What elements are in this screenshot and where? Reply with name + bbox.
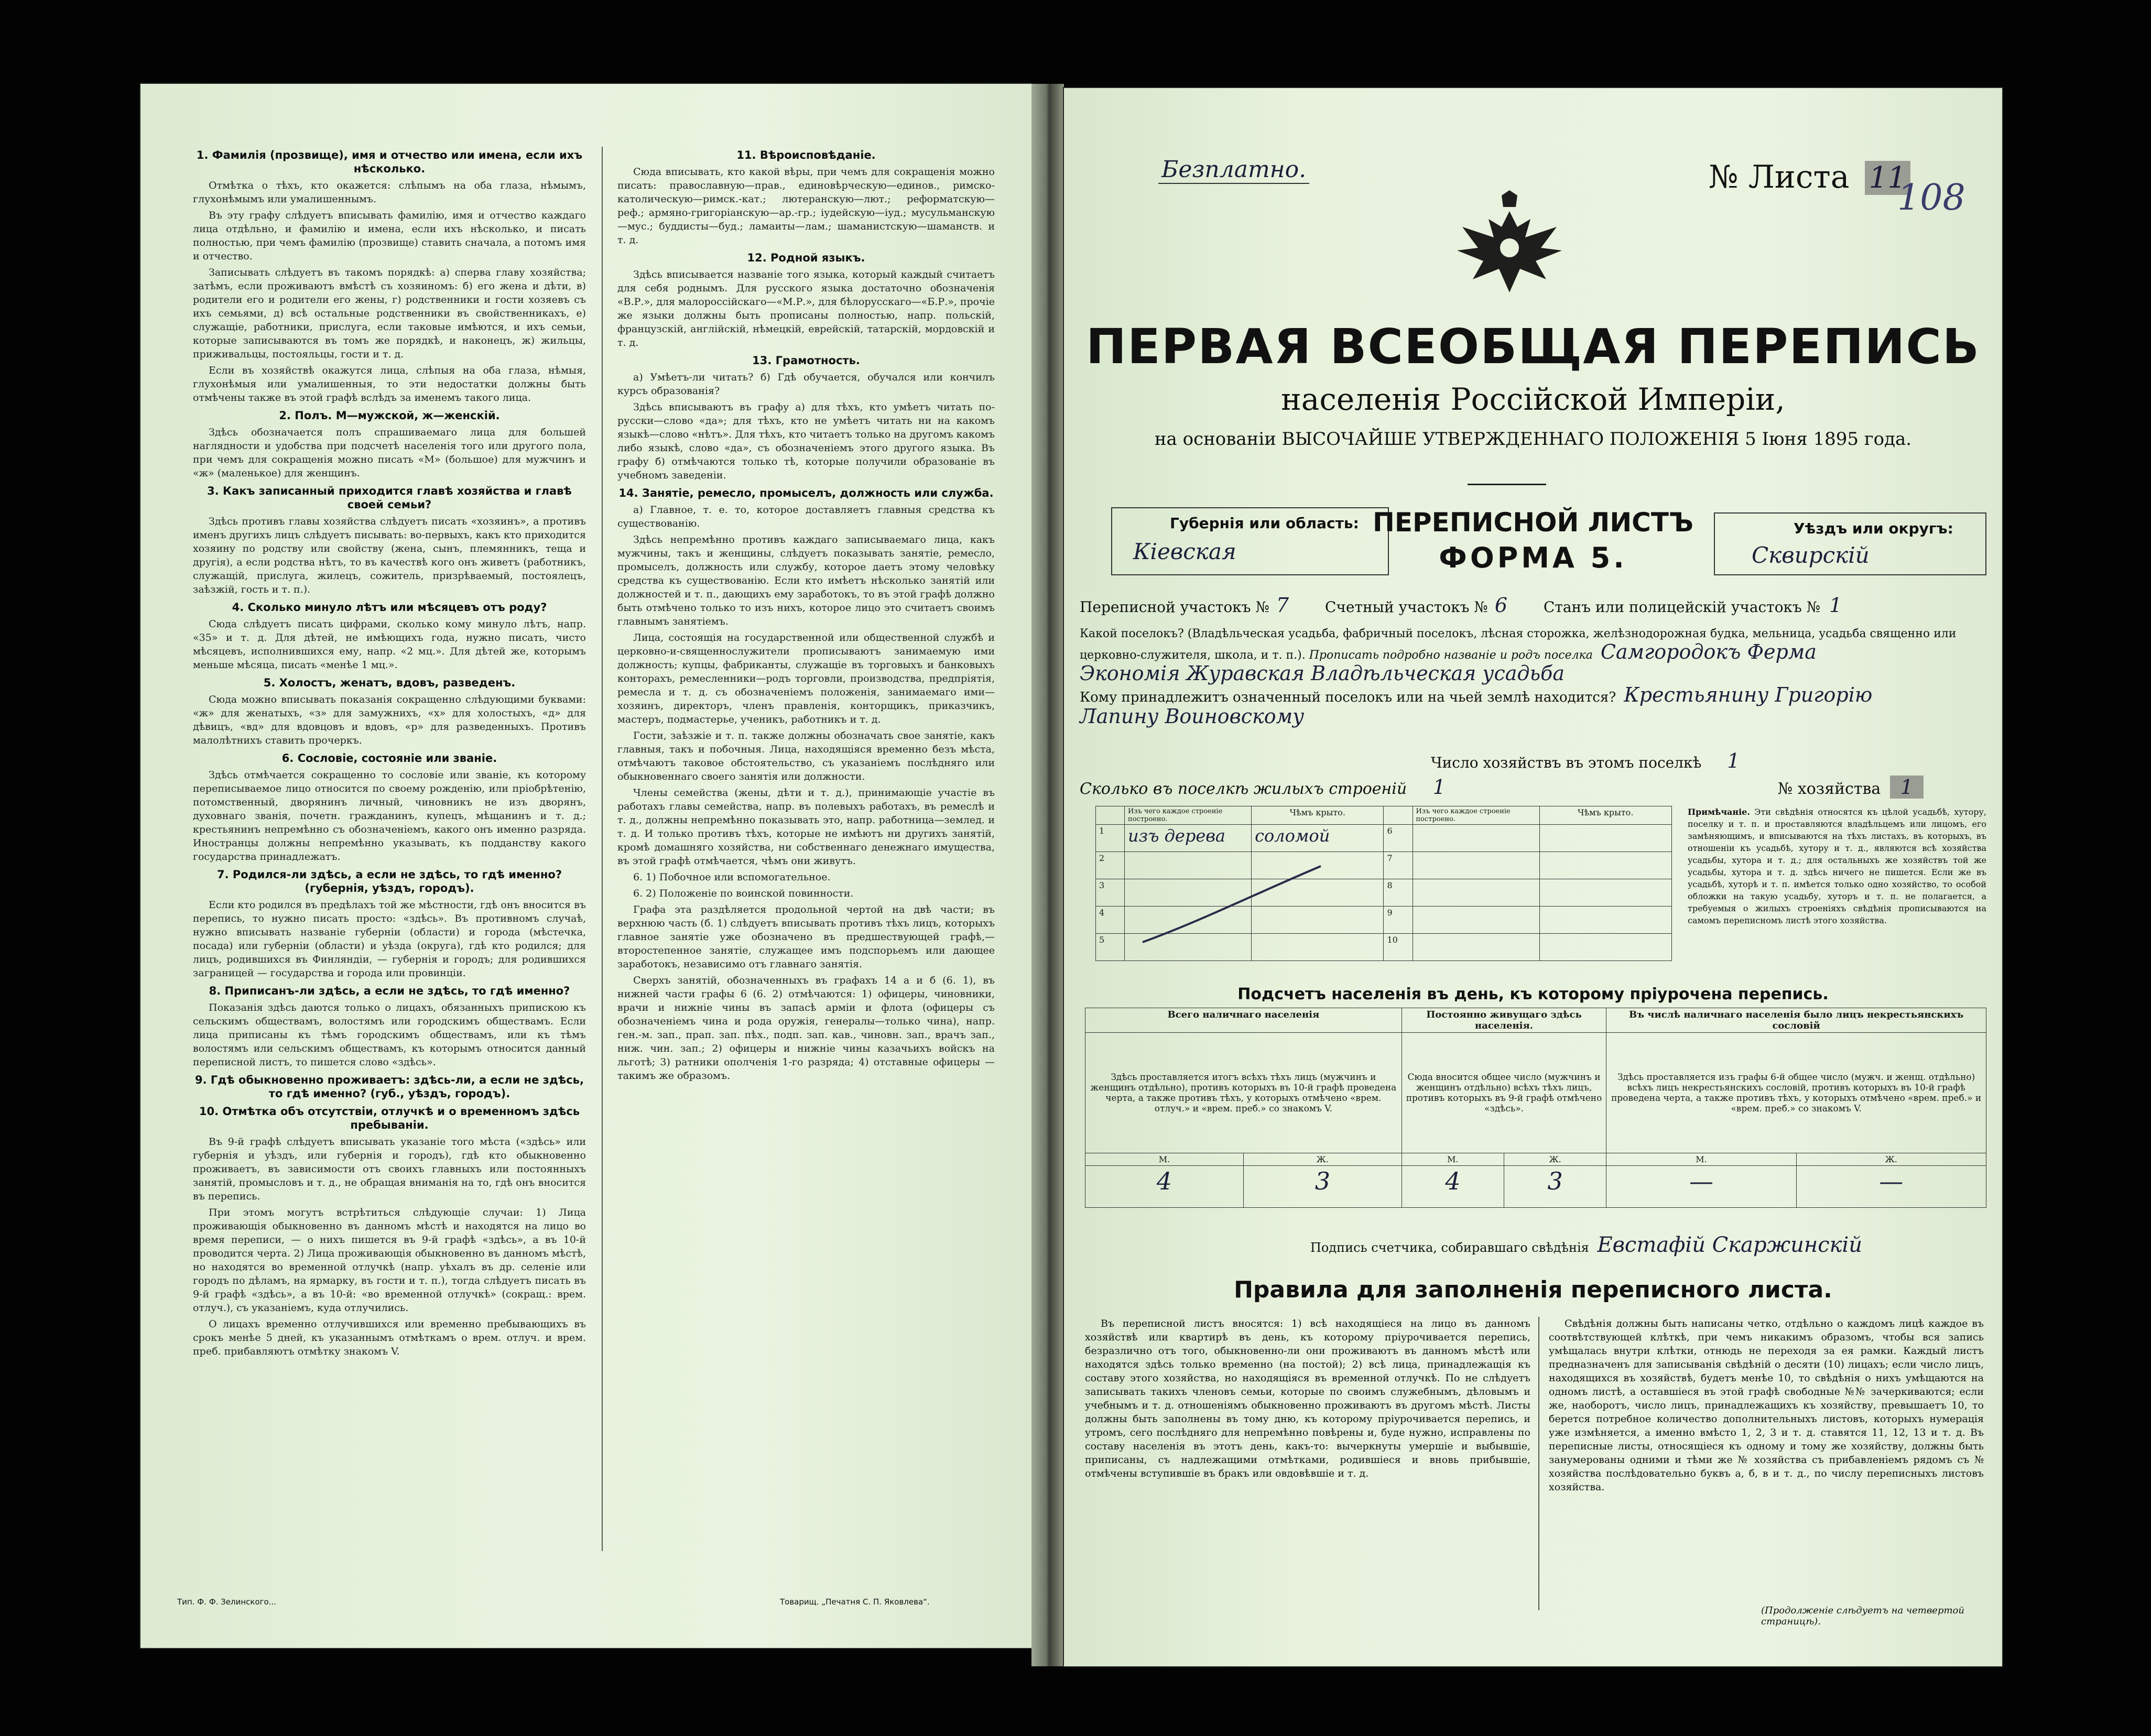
noncrestyan-male: — [1606,1166,1796,1208]
guberniya-box [1111,507,1389,575]
instruction-paragraph: Здѣсь вписывается названіе того языка, который каждый считаетъ для себя роднымъ. Для русского языка достаточно обозначенія «В.Р.», для малороссійскаго—«М.Р.», для бѣлорусскаго—«Б.Р.», прочіе же языки должны быть прописаны полностью, напр. польскій, французскій, англійскій, нѣмецкій, еврейскій, татарскій, мордовскій и т. д. [617,269,995,348]
instruction-heading: 2. Полъ. М—мужской, ж—женскій. [279,409,500,422]
schet-value: 6 [1494,594,1508,617]
uchastok-line [1080,594,1842,617]
instruction-paragraph: Гости, заѣзжіе и т. п. также должны обозначать свое занятіе, какъ главныя, такъ и побочныя. Лица, находящіяся временно безъ мѣста, отмѣчаютъ таковое обстоятельство, съ указаніемъ послѣдняго или обыкновеннаго своего занятія или должности. [617,730,995,782]
hoz-value: 1 [1727,749,1740,772]
sheet-number-label [1709,159,1910,195]
guberniya-value: Кіевская [1133,539,1236,564]
instruction-paragraph: Записывать слѣдуетъ въ такомъ порядкѣ: а) сперва главу хозяйства; затѣмъ, если проживаютъ вмѣстѣ съ хозяиномъ: б) его жена и дѣти, в) родители его и родители его жены, г) родственники и гости хозяевъ съ ихъ семьями, д) всѣ остальные родственники въ свойственникахъ, е) служащіе, работники, прислуга, если таковые имѣются, и ихъ семьи, которые записываются въ томъ же порядкѣ, и наконецъ, ж) жильцы, приживальцы, постояльцы, гости и т. д. [193,267,586,360]
build-roof-1: соломой [1252,825,1384,852]
printer-footer-right: Товарищ. „Печатня С. П. Яковлева“. [780,1597,930,1607]
build-head-material-right: Изъ чего каждое строеніе построено. [1413,806,1539,825]
build-material-1: изъ дерева [1125,825,1252,852]
instruction-paragraph: Здѣсь обозначается полъ спрашиваемаго лица для большей наглядности и удобства при подсчетѣ населенія того или другого пола, при чемъ для сокращенія можно писать «М» (большое) для мужчинъ и «ж» (маленькое) для женщинъ. [193,427,586,479]
printer-footer-left: Тип. Ф. Ф. Зелинского... [177,1597,276,1607]
total-female: 3 [1243,1166,1402,1208]
instruction-paragraph: Здѣсь отмѣчается сокращенно то сословіе или званіе, къ которому переписываемое лицо относится по своему рожденію, или пріобрѣтенію, потомственный, дворянинъ личный, чиновникъ не изъ дворянъ, духовнаго званія, почетн. гражданинъ, купецъ, мѣщанинъ и т. д.; крестьянинъ непремѣнно съ обозначеніемъ, какого онъ именно разряда. Иностранцы должны непремѣнно указывать, къ подданству какого государства принадлежатъ. [193,769,586,862]
instruction-heading: 12. Родной языкъ. [747,252,865,264]
col-zh: Ж. [1796,1153,1986,1166]
poselok-value-2: Экономія Журавская Владѣльческая усадьба [1080,662,1565,685]
build-num: 4 [1096,907,1125,934]
column-divider [602,147,603,1551]
build-num: 1 [1096,825,1125,852]
census-form-page [1064,88,2002,1666]
population-count-table [1085,1008,1986,1208]
total-male: 4 [1085,1166,1244,1208]
col-zh: Ж. [1243,1153,1402,1166]
census-title: ПЕРВАЯ ВСЕОБЩАЯ ПЕРЕПИСЬ [1085,319,1981,375]
instructions-column-2 [617,144,995,1551]
instruction-paragraph: Если въ хозяйствѣ окажутся лица, слѣпыя на оба глаза, нѣмыя, глухонѣмыя или умалишенныя, то эти недостатки должны быть отмѣчены также въ этой графѣ вслѣдъ за именемъ такого лица. [193,365,586,403]
permanent-male: 4 [1402,1166,1504,1208]
instruction-heading: 4. Сколько минуло лѣтъ или мѣсяцевъ отъ роду? [232,601,547,614]
instruction-heading: 14. Занятіе, ремесло, промыселъ, должность или служба. [618,487,994,499]
count-text-noncrestyan: Здѣсь проставляется изъ графы 6-й общее число (мужч. и женщ. отдѣльно) всѣхъ лицъ некрестьянскихъ сословій, противъ которыхъ въ 10-й графѣ проведена черта, а также противъ тѣхъ, у которыхъ отмѣчено «врем. преб.» и «врем. преб.» со знакомъ V. [1606,1033,1986,1153]
instruction-paragraph: Здѣсь вписываютъ въ графу а) для тѣхъ, кто умѣетъ читать по-русски—слово «да»; для тѣхъ, кто не умѣетъ читать ни на какомъ языкѣ—слово «нѣтъ». Для тѣхъ, кто читаетъ только на другомъ какомъ либо языкѣ, слово «да», съ обозначеніемъ этого другого языка. Въ графу б) отмѣчаются только тѣ, которые получили образованіе въ учебномъ заведеніи. [617,401,995,481]
col-zh: Ж. [1504,1153,1606,1166]
build-num: 8 [1384,879,1413,907]
stroeniy-label: Сколько въ поселкѣ жилыхъ строеній [1080,780,1407,798]
sheet-number-label-text: № Листа [1709,159,1850,195]
instruction-heading: 1. Фамилія (прозвище), имя и отчество или имена, если ихъ нѣсколько. [196,149,583,175]
build-num: 9 [1384,907,1413,934]
instruction-heading: 13. Грамотность. [752,354,860,367]
free-label: Безплатно. [1158,156,1309,184]
hoz-label: Число хозяйствъ въ этомъ поселкѣ [1431,754,1702,771]
instruction-heading: 7. Родился-ли здѣсь, а если не здѣсь, то гдѣ именно? (губернія, уѣздъ, городъ). [216,868,562,894]
instruction-paragraph: Сюда слѣдуетъ писать цифрами, сколько кому минуло лѣтъ, напр. «35» и т. д. Для дѣтей, не имѣющихъ года, нужно писать, чисто мѣсяцевъ, исполнившихся ему, напр. «2 мц.». Для дѣтей же, которымъ меньше мѣсяца, писать «менѣе 1 мц.». [193,618,586,671]
build-num: 3 [1096,879,1125,907]
instruction-paragraph: 6. 1) Побочное или вспомогательное. [633,871,831,883]
uchastok-label: Переписной участокъ № [1080,598,1269,616]
instruction-paragraph: Сюда можно вписывать показанія сокращенно слѣдующими буквами: «ж» для женатыхъ, «з» для замужнихъ, «х» для холостыхъ, «д» для дѣвицъ, «вд» для вдовцовъ и вдовъ, «р» для разведенныхъ. Противъ малолѣтнихъ ставить прочеркъ. [193,694,586,746]
instruction-paragraph: Показанія здѣсь даются только о лицахъ, обязанныхъ припискою къ сельскимъ обществамъ, волостямъ или городскимъ обществамъ. Если лица приписаны къ тѣмъ городскимъ обществамъ, или къ тѣмъ волостямъ или сельскимъ обществамъ, къ которымъ относится данный переписной листъ, то пишется слово «здѣсь». [193,1002,586,1068]
instruction-paragraph: а) Умѣетъ-ли читать? б) Гдѣ обучается, обучался или кончилъ курсъ образованія? [617,372,995,397]
poselok-value-1: Самгородокъ Ферма [1600,640,1817,663]
count-head-total: Всего наличнаго населенія [1085,1008,1402,1033]
count-title: Подсчетъ населенія въ день, къ которому пріурочена перепись. [1237,985,1829,1003]
census-subtitle: населенія Россійской Имперіи, [1281,381,1785,417]
build-num: 5 [1096,934,1125,961]
imperial-eagle-emblem [1452,190,1567,295]
instruction-heading: 9. Гдѣ обыкновенно проживаетъ: здѣсь-ли, а если не здѣсь, то гдѣ именно? (губ., уѣздъ, городъ). [195,1074,584,1100]
signature-line [1310,1233,1862,1257]
stan-value: 1 [1829,594,1842,617]
instruction-paragraph: Сверхъ занятій, обозначенныхъ въ графахъ 14 а и б (6. 1), въ нижней части графы 6 (6. 2) отмѣчаются: 1) офицеры, чиновники, врачи и нижніе чины въ запасѣ арміи и флота (офицеры съ обозначеніемъ чина и рода оружія, генералы—только чина), напр. ген.-м. зап., прап. зап. пѣх., подп. зап. кав., чиновн. зап., врачъ зап., ниж. чин. зап.; 2) офицеры и нижніе чины казачьихъ войскъ на льготѣ; 3) ратники ополченія 1-го разряда; 4) отставные офицеры — такимъ же образомъ. [617,975,995,1082]
instruction-paragraph: Графа эта раздѣляется продольной чертой на двѣ части; въ верхнюю часть (б. 1) слѣдуетъ вписывать противъ тѣхъ лицъ, которыхъ главное занятіе уже обозначено въ предшествующей графѣ,—второстепенное занятіе, служащее имъ подспорьемъ или дающее заработокъ, независимо отъ главнаго занятія. [617,904,995,970]
stroeniy-line [1080,776,1986,799]
instruction-paragraph: Отмѣтка о тѣхъ, кто окажется: слѣпымъ на оба глаза, нѣмымъ, глухонѣмымъ или умалишеннымъ. [193,180,586,205]
strike-through-mark [1137,864,1326,947]
count-head-permanent: Постоянно живущаго здѣсь населенія. [1402,1008,1606,1033]
note-block [1688,806,1986,926]
rules-divider [1538,1317,1539,1610]
instruction-paragraph: О лицахъ временно отлучившихся или временно пребывающихъ въ срокъ менѣе 5 дней, къ указаннымъ отмѣткамъ о врем. отлуч. и врем. преб. прибавляютъ отмѣтку знакомъ V. [193,1318,586,1357]
sheet-number-value: 11 [1865,161,1910,195]
build-num: 10 [1384,934,1413,961]
uezd-value: Сквирскій [1752,542,1870,568]
col-m: М. [1085,1153,1244,1166]
instruction-heading: 5. Холостъ, женатъ, вдовъ, разведенъ. [263,676,516,689]
instruction-heading: 3. Какъ записанный приходится главѣ хозяйства и главѣ своей семьи? [207,485,572,511]
count-head-noncrestyan: Въ числѣ наличнаго населенія было лицъ некрестьянскихъ сословій [1606,1008,1986,1033]
uezd-box [1714,512,1986,575]
col-m: М. [1402,1153,1504,1166]
count-text-total: Здѣсь проставляется итогъ всѣхъ тѣхъ лицъ (мужчинъ и женщинъ отдѣльно), противъ которыхъ въ 10-й графѣ проведена черта, а также противъ тѣхъ, у которыхъ отмѣчено «врем. отлуч.» и «врем. преб.» со знакомъ V. [1085,1033,1402,1153]
rules-column-1: Въ переписной листъ вносятся: 1) всѣ находящіеся на лицо въ данномъ хозяйствѣ или квартирѣ въ день, къ которому пріурочивается перепись, безразлично отъ того, обыкновенно-ли они проживаютъ въ данномъ мѣстѣ или находятся здѣсь только временно (на постой); 2) всѣ лица, принадлежащія къ составу этого хозяйства, но находящіяся въ временной отлучкѣ. По не слѣдуетъ записывать такихъ членовъ семьи, которые по своимъ служебнымъ, дѣловымъ и учебнымъ и т. д. отношеніямъ обыкновенно проживаютъ въ другомъ мѣстѣ. Листы должны быть заполнены въ тому дню, къ которому пріурочивается перепись, и утромъ, сего послѣдняго для непремѣнно повѣрены и, буде нужно, исправлены по составу населенія въ этотъ день, какъ-то: вычеркнуты умершіе и выбывшіе, приписаны, съ надлежащими отмѣтками, родившіеся и вновь прибывшіе, отмѣчены вступившіе въ бракъ или овдовѣвшіе и т. д. [1085,1318,1530,1479]
komu-value-1: Крестьянину Григорію [1624,683,1873,706]
instruction-paragraph: Въ 9-й графѣ слѣдуетъ вписывать указаніе того мѣста («здѣсь» или губернія и уѣздъ, или губернія и городъ), гдѣ кто обыкновенно проживаетъ, въ зависимости отъ своихъ главныхъ или постоянныхъ занятій, промысловъ и т. д., не обращая вниманія на то, гдѣ онъ вносится въ перепись. [193,1136,586,1202]
uchastok-value: 7 [1276,594,1289,617]
instruction-paragraph: 6. 2) Положеніе по воинской повинности. [633,888,854,899]
rules-column-2: Свѣдѣнія должны быть написаны четко, отдѣльно о каждомъ лицѣ каждое въ соотвѣтствующей клѣткѣ, при чемъ никакимъ образомъ, чтобы вся запись умѣщалась внутри клѣтки, отнюдь не переходя за ея рамки. Каждый листъ предназначенъ для записыванія свѣдѣній о десяти (10) лицахъ; если число лицъ, находящихся въ хозяйствѣ, будетъ менѣе 10, то свѣдѣнія о нихъ умѣщаются на одномъ листѣ, а оставшіеся въ этой графѣ свободные №№ зачеркиваются; если же, наоборотъ, число лицъ, принадлежащихъ къ хозяйству, превышаетъ 10, то берется потребное количество дополнительныхъ листовъ, которыхъ нумерація уже измѣняется, а именно вмѣсто 1, 2, 3 и т. д. ставятся 11, 12, 13 и т. д. Въ переписные листы, относящіеся къ одному и тому же хозяйству, должны быть занумерованы одними и тѣми же № хозяйства съ прибавленіемъ рядомъ съ № хозяйства послѣдовательно буквъ а, б, в и т. д., по числу переписныхъ листовъ хозяйства. [1549,1318,1984,1493]
hoz-line [1431,749,1740,772]
left-instructions-page [140,84,1031,1648]
noncrestyan-female: — [1796,1166,1986,1208]
signature-value: Евстафій Скаржинскій [1597,1233,1863,1257]
instruction-paragraph: Лица, состоящія на государственной или общественной службѣ и церковно-и-священнослужители прописываютъ занимаемую ими должность; купцы, фабриканты, служащіе въ торговыхъ и банковыхъ конторахъ, ремесленники—родъ торговли, производства, предпріятія, ремесла и т. д. съ обозначеніемъ положенія, занимаемаго ими—хозяинъ, директоръ, членъ правленія, конторщикъ, приказчикъ, мастеръ, подмастерье, ученикъ, работникъ и т. д. [617,632,995,725]
build-head-roof-left: Чѣмъ крыто. [1252,806,1384,825]
instruction-paragraph: Сюда вписывать, кто какой вѣры, при чемъ для сокращенія можно писать: православную—прав., единовѣрческую—единов., римско-католическую—римск.-кат.; лютеранскую—лют.; реформатскую—реф.; армяно-григоріанскую—ар.-гр.; іудейскую—іуд.; мусульманскую—мус.; буддисты—буд.; ламаиты—лам.; шаманистскую—шаманств. и т. д. [617,166,995,246]
instruction-paragraph: Если кто родился въ предѣлахъ той же мѣстности, гдѣ онъ вносится въ перепись, то нужно писать просто: «здѣсь». Въ противномъ случаѣ, нужно вписывать названіе губерніи (области) и города (мѣстечка, посада) или губерніи (области) и уѣзда (округа), гдѣ кто родился; для лицъ, родившихся въ Финляндіи, — губернія и городъ; для родившихся заграницей — государства и города или провинціи. [193,899,586,979]
poselok-note: Прописать подробно названіе и родъ поселка [1309,649,1593,662]
poselok-block [1080,625,1986,729]
form-title-line1: ПЕРЕПИСНОЙ ЛИСТЪ [1373,507,1693,538]
instruction-paragraph: Здѣсь непремѣнно противъ каждаго записываемаго лица, какъ мужчины, такъ и женщины, слѣдуетъ показывать занятіе, ремесло, промыселъ, должность или службу, которое даетъ этому человѣку средства къ существованію. Если кто имѣетъ нѣсколько занятій или должностей и т. п., дающихъ ему заработокъ, то въ этой графѣ должно быть отмѣчено только то изъ нихъ, которое лицо это считаетъ своимъ главнымъ занятіемъ. [617,534,995,627]
uezd-label: Уѣздъ или округъ: [1794,520,1953,537]
title-rule [1468,484,1546,485]
instruction-paragraph: а) Главное, т. е. то, которое доставляетъ главныя средства къ существованію. [617,504,995,529]
book-spine [1031,84,1064,1666]
build-num: 2 [1096,852,1125,879]
col-m: М. [1606,1153,1796,1166]
instruction-paragraph: Здѣсь противъ главы хозяйства слѣдуетъ писать «хозяинъ», а противъ именъ другихъ лицъ слѣдуетъ писывать: во-первыхъ, какъ кто приходится хозяину по родству или свойству (жена, сынъ, племянникъ, теща и другія), а если родства нѣтъ, то въ качествѣ кого онъ живетъ (работникъ, служащій, прислуга, жилецъ, сожитель, призрѣваемый, постоялецъ, заѣзжій, гость и т. п.). [193,516,586,595]
stan-label: Станъ или полицейскій участокъ № [1543,598,1821,616]
instruction-paragraph: Въ эту графу слѣдуетъ вписывать фамилію, имя и отчество каждаго лица отдѣльно, и фамилію и имена, если ихъ нѣсколько, и писать полностью, при чемъ фамилію (прозвище) ставить сначала, а потомъ имя и отчество. [193,210,586,262]
build-num: 6 [1384,825,1413,852]
rules-title: Правила для заполненія переписного листа. [1234,1276,1832,1303]
build-num: 7 [1384,852,1413,879]
hoz-no-label: № хозяйства [1777,780,1881,798]
build-head-roof-right: Чѣмъ крыто. [1539,806,1671,825]
instruction-heading: 10. Отмѣтка объ отсутствіи, отлучкѣ и о временномъ здѣсь пребываніи. [199,1105,580,1131]
stroeniy-value: 1 [1432,776,1446,799]
schet-label: Счетный участокъ № [1325,598,1488,616]
note-title: Примѣчаніе. [1688,807,1750,817]
signature-label: Подпись счетчика, собиравшаго свѣдѣнія [1310,1240,1589,1255]
instruction-paragraph: Члены семейства (жены, дѣти и т. д.), принимающіе участіе въ работахъ главы семейства, напр. въ полевыхъ работахъ, въ ремеслѣ и т. д., должны непремѣнно показывать это, напр. работница—землед. и т. д. И только противъ тѣхъ, которые не имѣютъ ни другихъ занятій, кромѣ домашняго хозяйства, ни собственнаго денежнаго имущества, въ этой графѣ отмѣчается, чѣмъ они живутъ. [617,787,995,867]
form-title-line2: ФОРМА 5. [1439,541,1627,574]
continued-note: (Продолженіе слѣдуетъ на четвертой страницѣ). [1761,1605,1964,1627]
guberniya-label: Губернія или область: [1170,515,1359,532]
archive-stamp-number: 108 [1897,177,1965,219]
permanent-female: 3 [1504,1166,1606,1208]
instruction-heading: 8. Приписанъ-ли здѣсь, а если не здѣсь, то гдѣ именно? [209,985,570,997]
note-text: Эти свѣдѣнія относятся къ цѣлой усадьбѣ, хутору, поселку и т. п. и проставляются владѣльцемъ или лицомъ, его замѣняющимъ, и вписываются на тѣхъ листахъ, въ которыхъ, въ отношеніи къ усадьбѣ, хутору и т. д., являются всѣ хозяйства усадьбы, хутора и т. д.; для остальныхъ же хозяйствъ той же усадьбы, хутора и т. д. здѣсь ничего не пишется. Если же въ усадьбѣ, хуторѣ и т. п. имѣется только одно хозяйство, то особой обложки на такую усадьбу, хуторъ и т. п. не полагается, а требуемыя о жилыхъ строеніяхъ свѣдѣнія прописываются на самомъ переписномъ листѣ этого хозяйства. [1688,807,1986,925]
komu-label: Кому принадлежитъ означенный поселокъ или на чьей землѣ находится? [1080,690,1616,705]
build-head-material-left: Изъ чего каждое строеніе построено. [1125,806,1252,825]
instruction-paragraph: При этомъ могутъ встрѣтиться слѣдующіе случаи: 1) Лица проживающія обыкновенно въ данномъ мѣстѣ и находятся на лицо во время переписи, — о нихъ пишется въ 9-й графѣ «здѣсь», а въ 10-й проводится черта. 2) Лица проживающія обыкновенно въ данномъ мѣстѣ, но находятся во временной отлучкѣ (напр. уѣхалъ въ др. селеніе или городъ по дѣламъ, на ярмарку, въ гости и т. п.), тогда слѣдуетъ писать въ 9-й графѣ «здѣсь», а въ 10-й: «во временной отлучкѣ» (сокращ.: врем. отлуч.), съ указаніемъ, куда отлучились. [193,1207,586,1314]
hoz-no-value: 1 [1890,776,1924,799]
census-basis: на основаніи ВЫСОЧАЙШЕ УТВЕРЖДЕННАГО ПОЛОЖЕНІЯ 5 Іюня 1895 года. [1154,429,1912,450]
instruction-heading: 11. Вѣроисповѣданіе. [736,149,876,161]
komu-value-2: Лапину Воиновскому [1080,705,1305,728]
poselok-label: Какой поселокъ? (Владѣльческая усадьба, фабричный поселокъ, лѣсная сторожка, желѣзнодорожная будка, мельница, усадьба священно или церковно-служителя, школа, и т. п.). [1080,627,1957,662]
count-text-permanent: Сюда вносится общее число (мужчинъ и женщинъ отдѣльно) всѣхъ тѣхъ лицъ, противъ которыхъ въ 9-й графѣ отмѣчено «здѣсь». [1402,1033,1606,1153]
instructions-column-1 [193,144,586,1551]
instruction-heading: 6. Сословіе, состояніе или званіе. [281,752,497,765]
